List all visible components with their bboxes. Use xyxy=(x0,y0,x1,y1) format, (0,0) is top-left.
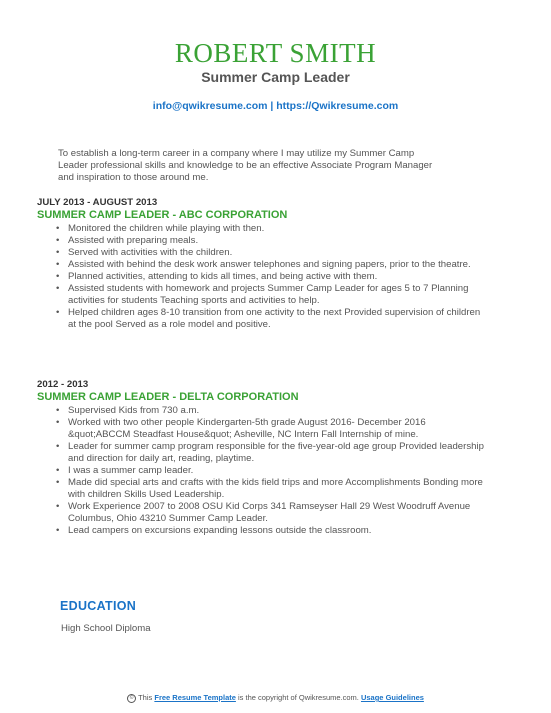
footer-prefix: This xyxy=(138,693,155,702)
contact-line xyxy=(0,100,551,112)
job-bullet: • Helped children ages 8-10 transition from one activity to the next Provided supervision of children at the pool Served as a role model and positive. xyxy=(68,307,489,331)
job-bullet: • Assisted with behind the desk work answer telephones and signing papers, prior to the theatre. xyxy=(68,259,489,271)
job-bullets xyxy=(37,405,489,537)
job-bullet: • Monitored the children while playing with then. xyxy=(68,223,489,235)
website-link[interactable]: https://Qwikresume.com xyxy=(276,100,399,112)
candidate-role: Summer Camp Leader xyxy=(201,69,350,85)
contact-separator: | xyxy=(267,100,277,112)
job-bullet: • Served with activities with the children. xyxy=(68,247,489,259)
job-bullet: • Leader for summer camp program responsible for the five-year-old age group Provided leadership and direction for daily art, reading, playtime. xyxy=(68,441,489,465)
job-bullet: • Assisted with preparing meals. xyxy=(68,235,489,247)
job-dates: 2012 - 2013 xyxy=(37,379,89,390)
job-bullet: • Work Experience 2007 to 2008 OSU Kid Corps 341 Ramseyser Hall 29 West Woodruff Avenue Columbus, Ohio 43210 Summer Camp Leader. xyxy=(68,501,489,525)
job-bullets xyxy=(37,223,489,331)
job-bullet: • Supervised Kids from 730 a.m. xyxy=(68,405,489,417)
education-heading: EDUCATION xyxy=(60,599,137,613)
job-dates: JULY 2013 - AUGUST 2013 xyxy=(37,197,158,208)
job-entry-1 xyxy=(37,197,489,331)
candidate-name: ROBERT SMITH xyxy=(174,38,377,68)
job-entry-2 xyxy=(37,379,489,537)
education-item: High School Diploma xyxy=(61,623,151,634)
copyright-icon: © xyxy=(127,694,136,703)
footer-middle: is the copyright of Qwikresume.com. xyxy=(235,693,361,702)
free-resume-template-link[interactable]: Free Resume Template xyxy=(154,693,236,702)
job-bullet: • I was a summer camp leader. xyxy=(68,465,489,477)
usage-guidelines-link[interactable]: Usage Guidelines xyxy=(360,693,424,702)
job-title: SUMMER CAMP LEADER - ABC CORPORATION xyxy=(37,209,288,221)
email-link[interactable]: info@qwikresume.com xyxy=(152,100,268,112)
footer xyxy=(0,693,551,703)
job-bullet: • Made did special arts and crafts with the kids field trips and more Accomplishments Bonding more with children Skills Used Leadership. xyxy=(68,477,489,501)
job-bullet: • Planned activities, attending to kids all times, and being active with them. xyxy=(68,271,489,283)
job-title: SUMMER CAMP LEADER - DELTA CORPORATION xyxy=(37,391,299,403)
job-bullet: • Lead campers on excursions expanding lessons outside the classroom. xyxy=(68,525,489,537)
job-bullet: • Assisted students with homework and projects Summer Camp Leader for ages 5 to 7 Planning activities for students Teaching sports and activities to help. xyxy=(68,283,489,307)
summary-text: To establish a long-term career in a company where I may utilize my Summer Camp Leader professional skills and knowledge to be an effective Associate Program Manager and inspiration to those around me. xyxy=(58,148,433,183)
job-bullet: • Worked with two other people Kindergarten-5th grade August 2016- December 2016 &quot;ABCCM Steadfast House&quot; Asheville, NC Intern Fall Internship of mine. xyxy=(68,417,489,441)
